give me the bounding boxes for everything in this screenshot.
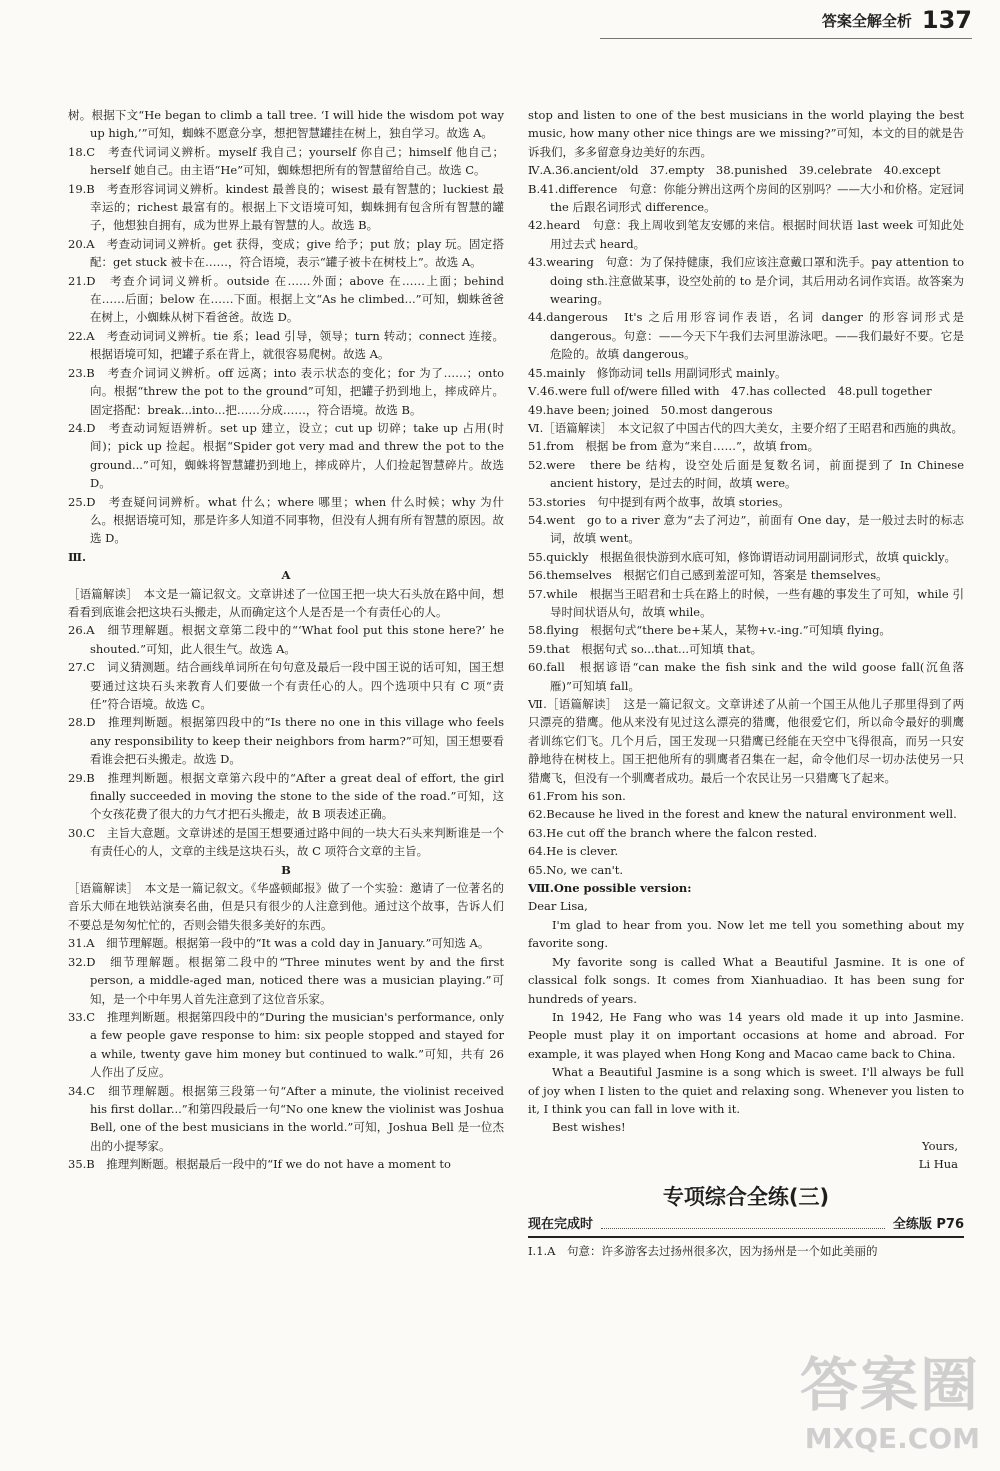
left-column-paragraph: 20.A 考查动词词义辨析。get 获得，变成；give 给予；put 放；play 玩。固定搭配：get stuck 被卡在……，符合语境，表示“罐子被卡在树枝上”。故选 A。	[68, 236, 504, 270]
right-column-paragraph: 54.went go to a river 意为“去了河边”，前面有 One day，是一般过去时的标志词，故填 went。	[528, 512, 964, 546]
left-column-paragraph: 28.D 推理判断题。根据第四段中的“Is there no one in this village who feels any responsibility to keep their neighbors from harm?”可知，国王想要看看谁会把石头搬走。故选 D。	[68, 715, 504, 767]
left-column-paragraph: 19.B 考查形容词词义辨析。kindest 最善良的；wisest 最有智慧的；luckiest 最幸运的；richest 最富有的。根据上下文语境可知，蜘蛛拥有包含所有智慧的罐子，他想独自拥有，成为世界上最有智慧的人。故选 B。	[68, 181, 504, 233]
left-column-paragraph: 34.C 细节理解题。根据第三段第一句“After a minute, the violinist received his first dollar...”和第四段最后一句“No one knew the violinist was Joshua Bell, one of the best musicians in the world.”可知，Joshua Bell 是一位杰出的小提琴家。	[68, 1083, 504, 1153]
right-column-paragraph: 44.dangerous It's 之后用形容词作表语，名词 danger 的形容词形式是 dangerous。句意：——今天下午我们去河里游泳吧。——我们最好不要。它是危险的。故填 dangerous。	[528, 310, 964, 362]
left-column-paragraph: 18.C 考查代词词义辨析。myself 我自己；yourself 你自己；himself 他自己；herself 她自己。由主语“He”可知，蜘蛛想把所有的智慧留给自己。故选 C。	[68, 144, 504, 178]
left-column	[68, 106, 504, 1174]
last-answer-line: Ⅰ.1.A 句意：许多游客去过扬州很多次，因为扬州是一个如此美丽的	[528, 1244, 878, 1259]
right-column-paragraph: Ⅷ.One possible version:	[528, 881, 692, 896]
right-column-paragraph: 58.flying 根据句式“there be+某人，某物+v.-ing.”可知填 flying。	[528, 623, 891, 638]
left-column-paragraph: 24.D 考查动词短语辨析。set up 建立，设立；cut up 切碎；take up 占用(时间)；pick up 捡起。根据“Spider got very mad and threw the pot to the ground...”可知，蜘蛛将智慧罐扔到地上，摔成碎片，人们捡起智慧碎片。故选 D。	[68, 420, 504, 491]
right-column-paragraph: 57.while 根据当王昭君和士兵在路上的时候，一些有趣的事发生了可知，while 引导时间状语从句，故填 while。	[528, 586, 964, 619]
right-column-paragraph: 53.stories 句中提到有两个故事，故填 stories。	[528, 494, 790, 509]
left-column-paragraph: 30.C 主旨大意题。文章讲述的是国王想要通过路中间的一块大石头来判断谁是一个有责任心的人，文章的主线是这块石头，故 C 项符合文章的主旨。	[68, 825, 504, 859]
right-column-paragraph: 42.heard 句意：我上周收到笔友安娜的来信。根据时间状语 last week 可知此处用过去式 heard。	[528, 218, 964, 251]
section-page-ref: 全练版 P76	[892, 1216, 964, 1232]
header-rule	[600, 38, 972, 39]
right-column-paragraph: In 1942, He Fang who was 14 years old made it up into Jasmine. People must play it on important occasions at home and abroad. For example, it was played when Hong Kong and Macao came back to China.	[528, 1009, 964, 1061]
right-column-paragraph: 63.He cut off the branch where the falcon rested.	[528, 825, 818, 840]
left-column-paragraph: 树。根据下文“He began to climb a tall tree. ‘I will hide the wisdom pot way up high,’”可知，蜘蛛不愿意分享，想把智慧罐挂在树上，独自学习。故选 A。	[68, 108, 504, 141]
left-column-paragraph: 25.D 考查疑问词辨析。what 什么；where 哪里；when 什么时候；why 为什么。根据语境可知，那是许多人知道不同事物，但没有人拥有所有智慧的原因。故选 D。	[68, 494, 504, 546]
left-column-paragraph: B	[281, 862, 291, 877]
right-column-paragraph: 52.were there be 结构，设空处后面是复数名词，前面提到了 In Chinese ancient history，是过去的时间，故填 were。	[528, 457, 964, 491]
right-column-paragraph: 51.from 根据 be from 意为“来自……”，故填 from。	[528, 439, 820, 454]
left-column-paragraph: 29.B 推理判断题。根据文章第六段中的“After a great deal of effort, the girl finally succeeded in moving the stone to the side of the road.”可知，这个女孩花费了很大的力气才把石头搬走，故 B 项表述正确。	[68, 770, 504, 822]
watermark	[800, 1338, 980, 1455]
page-number: 137	[921, 6, 972, 34]
right-column-paragraph: Ⅳ.A.36.ancient/old 37.empty 38.punished 39.celebrate 40.except	[528, 163, 941, 178]
left-column-paragraph: Ⅲ.	[68, 549, 87, 564]
left-column-paragraph: 21.D 考查介词词义辨析。outside 在……外面；above 在……上面；behind 在……后面；below 在……下面。根据上文“As he climbed...”可知，蜘蛛爸爸在树上，小蜘蛛从树下看爸爸。故选 D。	[68, 273, 504, 325]
page-header	[822, 6, 972, 34]
left-column-paragraph: 32.D 细节理解题。根据第二段中的“Three minutes went by and the first person, a middle-aged man, noticed there was a musician playing.”可知，是一个中年男人首先注意到了这位音乐家。	[68, 954, 504, 1006]
right-column-paragraph: Ⅴ.46.were full of/were filled with 47.has collected 48.pull together	[528, 384, 932, 399]
right-column-paragraph: I'm glad to hear from you. Now let me tell you something about my favorite song.	[528, 917, 964, 951]
right-column-paragraph: 61.From his son.	[528, 789, 626, 804]
header-title: 答案全解全析	[821, 11, 912, 30]
right-column-paragraph: B.41.difference 句意：你能分辨出这两个房间的区别吗？——大小和价格。定冠词 the 后跟名词形式 difference。	[528, 181, 964, 215]
section-topic: 现在完成时	[528, 1216, 594, 1232]
right-column-paragraph: Dear Lisa,	[528, 899, 588, 914]
right-column-paragraph: Yours,	[922, 1138, 958, 1153]
right-column-paragraph: 45.mainly 修饰动词 tells 用副词形式 mainly。	[528, 365, 787, 380]
right-column-paragraph: What a Beautiful Jasmine is a song which is sweet. I'll always be full of joy when I listen to the quiet and relaxing song. Whenever you listen to it, I think you can fall in love with it.	[528, 1065, 964, 1116]
right-column-paragraph: 64.He is clever.	[528, 844, 619, 859]
right-column-paragraph: Li Hua	[918, 1157, 958, 1172]
right-column-paragraph: My favorite song is called What a Beautiful Jasmine. It is one of classical folk songs. It comes from Xianhuadiao. It has been sung for hundreds of years.	[528, 954, 964, 1006]
left-column-paragraph: 26.A 细节理解题。根据文章第二段中的“‘What fool put this stone here?’ he shouted.”可知，此人很生气。故选 A。	[68, 623, 504, 656]
dotted-leader	[601, 1216, 885, 1229]
watermark-url: MXQE.COM	[804, 1422, 980, 1455]
left-column-paragraph: A	[281, 568, 291, 583]
left-column-paragraph: 27.C 词义猜测题。结合画线单词所在句句意及最后一段中国王说的话可知，国王想要通过这块石头来教育人们要做一个有责任心的人。四个选项中只有 C 项“责任”符合语境。故选 C。	[68, 660, 504, 711]
right-column-paragraph: 62.Because he lived in the forest and knew the natural environment well.	[528, 807, 957, 822]
left-column-paragraph: ［语篇解读］ 本文是一篇记叙文。文章讲述了一位国王把一块大石头放在路中间，想看看到底谁会把这块石头搬走，从而确定这个人是否是一个有责任心的人。	[68, 586, 504, 619]
right-column-paragraph: 55.quickly 根据鱼很快游到水底可知，修饰谓语动词用副词形式，故填 quickly。	[528, 549, 957, 564]
right-column-paragraph: 56.themselves 根据它们自己感到羞涩可知，答案是 themselves。	[528, 568, 888, 583]
right-column-paragraph: 59.that 根据句式 so...that...可知填 that。	[528, 641, 763, 656]
right-column-paragraph: Ⅵ.［语篇解读］ 本文记叙了中国古代的四大美女，主要介绍了王昭君和西施的典故。	[528, 420, 963, 435]
right-column-paragraph: 49.have been; joined 50.most dangerous	[528, 402, 773, 417]
section-title: 专项综合全练(三)	[662, 1184, 830, 1209]
left-column-paragraph: 23.B 考查介词词义辨析。off 远离；into 表示状态的变化；for 为了……；onto 向。根据“threw the pot to the ground”可知，把罐子扔到地上，摔成碎片。固定搭配：break...into...把……分成……，符合语境。故选 B。	[68, 365, 504, 417]
right-column-paragraph: stop and listen to one of the best musicians in the world playing the best music, how many other nice things are we missing?”可知，本文的目的就是告诉我们，多多留意身边美好的东西。	[528, 108, 964, 159]
left-column-paragraph: 31.A 细节理解题。根据第一段中的“It was a cold day in January.”可知选 A。	[68, 936, 490, 951]
left-column-paragraph: 35.B 推理判断题。根据最后一段中的“If we do not have a moment to	[68, 1157, 451, 1172]
right-column-paragraph: 43.wearing 句意：为了保持健康，我们应该注意戴口罩和洗手。pay attention to doing sth.注意做某事，设空处前的 to 是介词，其后用动名词作宾语。故答案为 wearing。	[528, 255, 964, 307]
section-bar	[528, 1216, 964, 1238]
right-column-paragraph: 65.No, we can't.	[528, 862, 624, 877]
left-column-paragraph: 33.C 推理判断题。根据第四段中的“During the musician's performance, only a few people gave response to him: six people stopped and stayed for a while, twenty gave him money but continued to walk.”可知，共有 26 人作出了反应。	[68, 1009, 504, 1080]
right-column	[528, 106, 964, 1261]
right-column-paragraph: Best wishes!	[552, 1120, 626, 1135]
left-column-paragraph: 22.A 考查动词词义辨析。tie 系；lead 引导，领导；turn 转动；connect 连接。根据语境可知，把罐子系在背上，就很容易爬树。故选 A。	[68, 328, 504, 362]
left-column-paragraph: ［语篇解读］ 本文是一篇记叙文。《华盛顿邮报》做了一个实验：邀请了一位著名的音乐大师在地铁站演奏名曲，但是只有很少的人注意到他。通过这个故事，告诉人们不要总是匆匆忙忙的，否则会错失很多美好的东西。	[68, 881, 504, 932]
right-column-paragraph: Ⅶ.［语篇解读］ 这是一篇记叙文。文章讲述了从前一个国王从他儿子那里得到了两只漂亮的猎鹰。他从来没有见过这么漂亮的猎鹰，他很爱它们，所以命令最好的驯鹰者训练它们飞。几个月后，国王发现一只猎鹰已经能在天空中飞得很高，而另一只安静地待在树枝上。国王把他所有的驯鹰者召集在一起，命令他们尽一切办法使另一只猎鹰飞，但没有一个驯鹰者成功。最后一个农民让另一只猎鹰飞了起来。	[528, 697, 964, 785]
right-column-paragraph: 60.fall 根据谚语“can make the fish sink and the wild goose fall(沉鱼落雁)”可知填 fall。	[528, 660, 964, 693]
watermark-logo-text: 答案圈	[799, 1351, 980, 1419]
